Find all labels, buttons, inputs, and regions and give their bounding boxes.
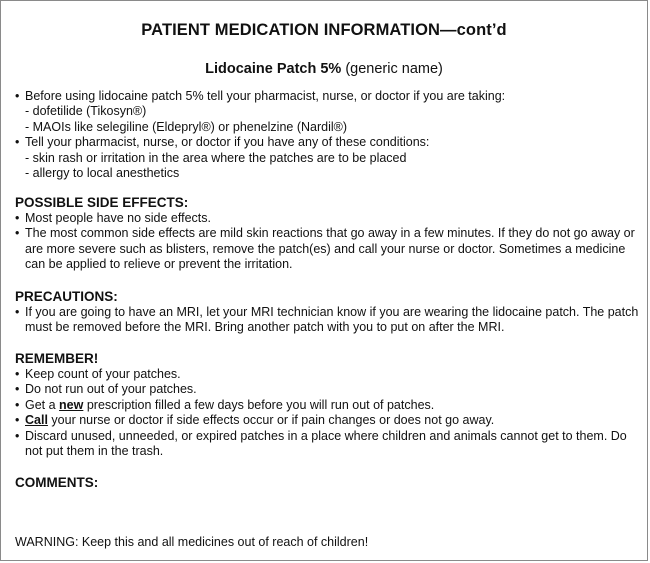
remember-heading: REMEMBER! [15,351,99,366]
side-effects-item: • Most people have no side effects. [15,211,639,226]
page-title: PATIENT MEDICATION INFORMATION—cont’d [141,21,507,39]
remember-item: • Discard unused, unneeded, or expired patches in a place where children and animals cannot get to them. Do not put them in the trash. [15,429,639,460]
warning-text: WARNING: Keep this and all medicines out of reach of children! [15,535,369,549]
remember-item [15,398,639,413]
drug-name-suffix: (generic name) [341,61,443,77]
precautions-list [15,305,639,336]
intro-subitem: - allergy to local anesthetics [25,166,180,181]
remember-item-emphasis: Call [25,413,48,428]
intro-subitem: - skin rash or irritation in the area where the patches are to be placed [25,150,407,165]
intro-item: • Tell your pharmacist, nurse, or doctor if you have any of these conditions: [15,135,639,150]
precautions-heading: PRECAUTIONS: [15,289,118,304]
remember-item-text: prescription filled a few days before you will run out of patches. [83,397,435,412]
remember-list [15,367,639,459]
remember-item [15,413,639,428]
remember-section [15,351,639,459]
side-effects-section [15,195,639,273]
side-effects-heading: POSSIBLE SIDE EFFECTS: [15,195,189,210]
precautions-section [15,289,639,336]
side-effects-item: • The most common side effects are mild skin reactions that go away in a few minutes. If they do not go away or are more severe such as blisters, remove the patch(es) and call your nurse or doctor. Sometimes a medicine can be applied to relieve or prevent the irritation. [15,226,639,272]
drug-subtitle [1,61,647,77]
drug-name: Lidocaine Patch 5% [205,61,342,77]
remember-item: • Do not run out of your patches. [15,382,639,397]
comments-heading: COMMENTS: [15,475,99,490]
remember-item-text: Get a [25,397,60,412]
comments-section [15,475,639,491]
intro-subitem: - MAOIs like selegiline (Eldepryl®) or phenelzine (Nardil®) [25,119,348,134]
remember-item-emphasis: new [59,397,84,412]
intro-item: • Before using lidocaine patch 5% tell your pharmacist, nurse, or doctor if you are taking: [15,89,639,104]
intro-subitem: - dofetilide (Tikosyn®) [25,104,147,119]
side-effects-list [15,211,639,273]
remember-item-text: your nurse or doctor if side effects occur or if pain changes or does not go away. [47,413,495,428]
precautions-item: • If you are going to have an MRI, let your MRI technician know if you are wearing the lidocaine patch. The patch must be removed before the MRI. Bring another patch with you to put on after the MRI. [15,305,639,336]
remember-item: • Keep count of your patches. [15,367,639,382]
intro-list [15,89,639,181]
intro-section [15,89,639,181]
